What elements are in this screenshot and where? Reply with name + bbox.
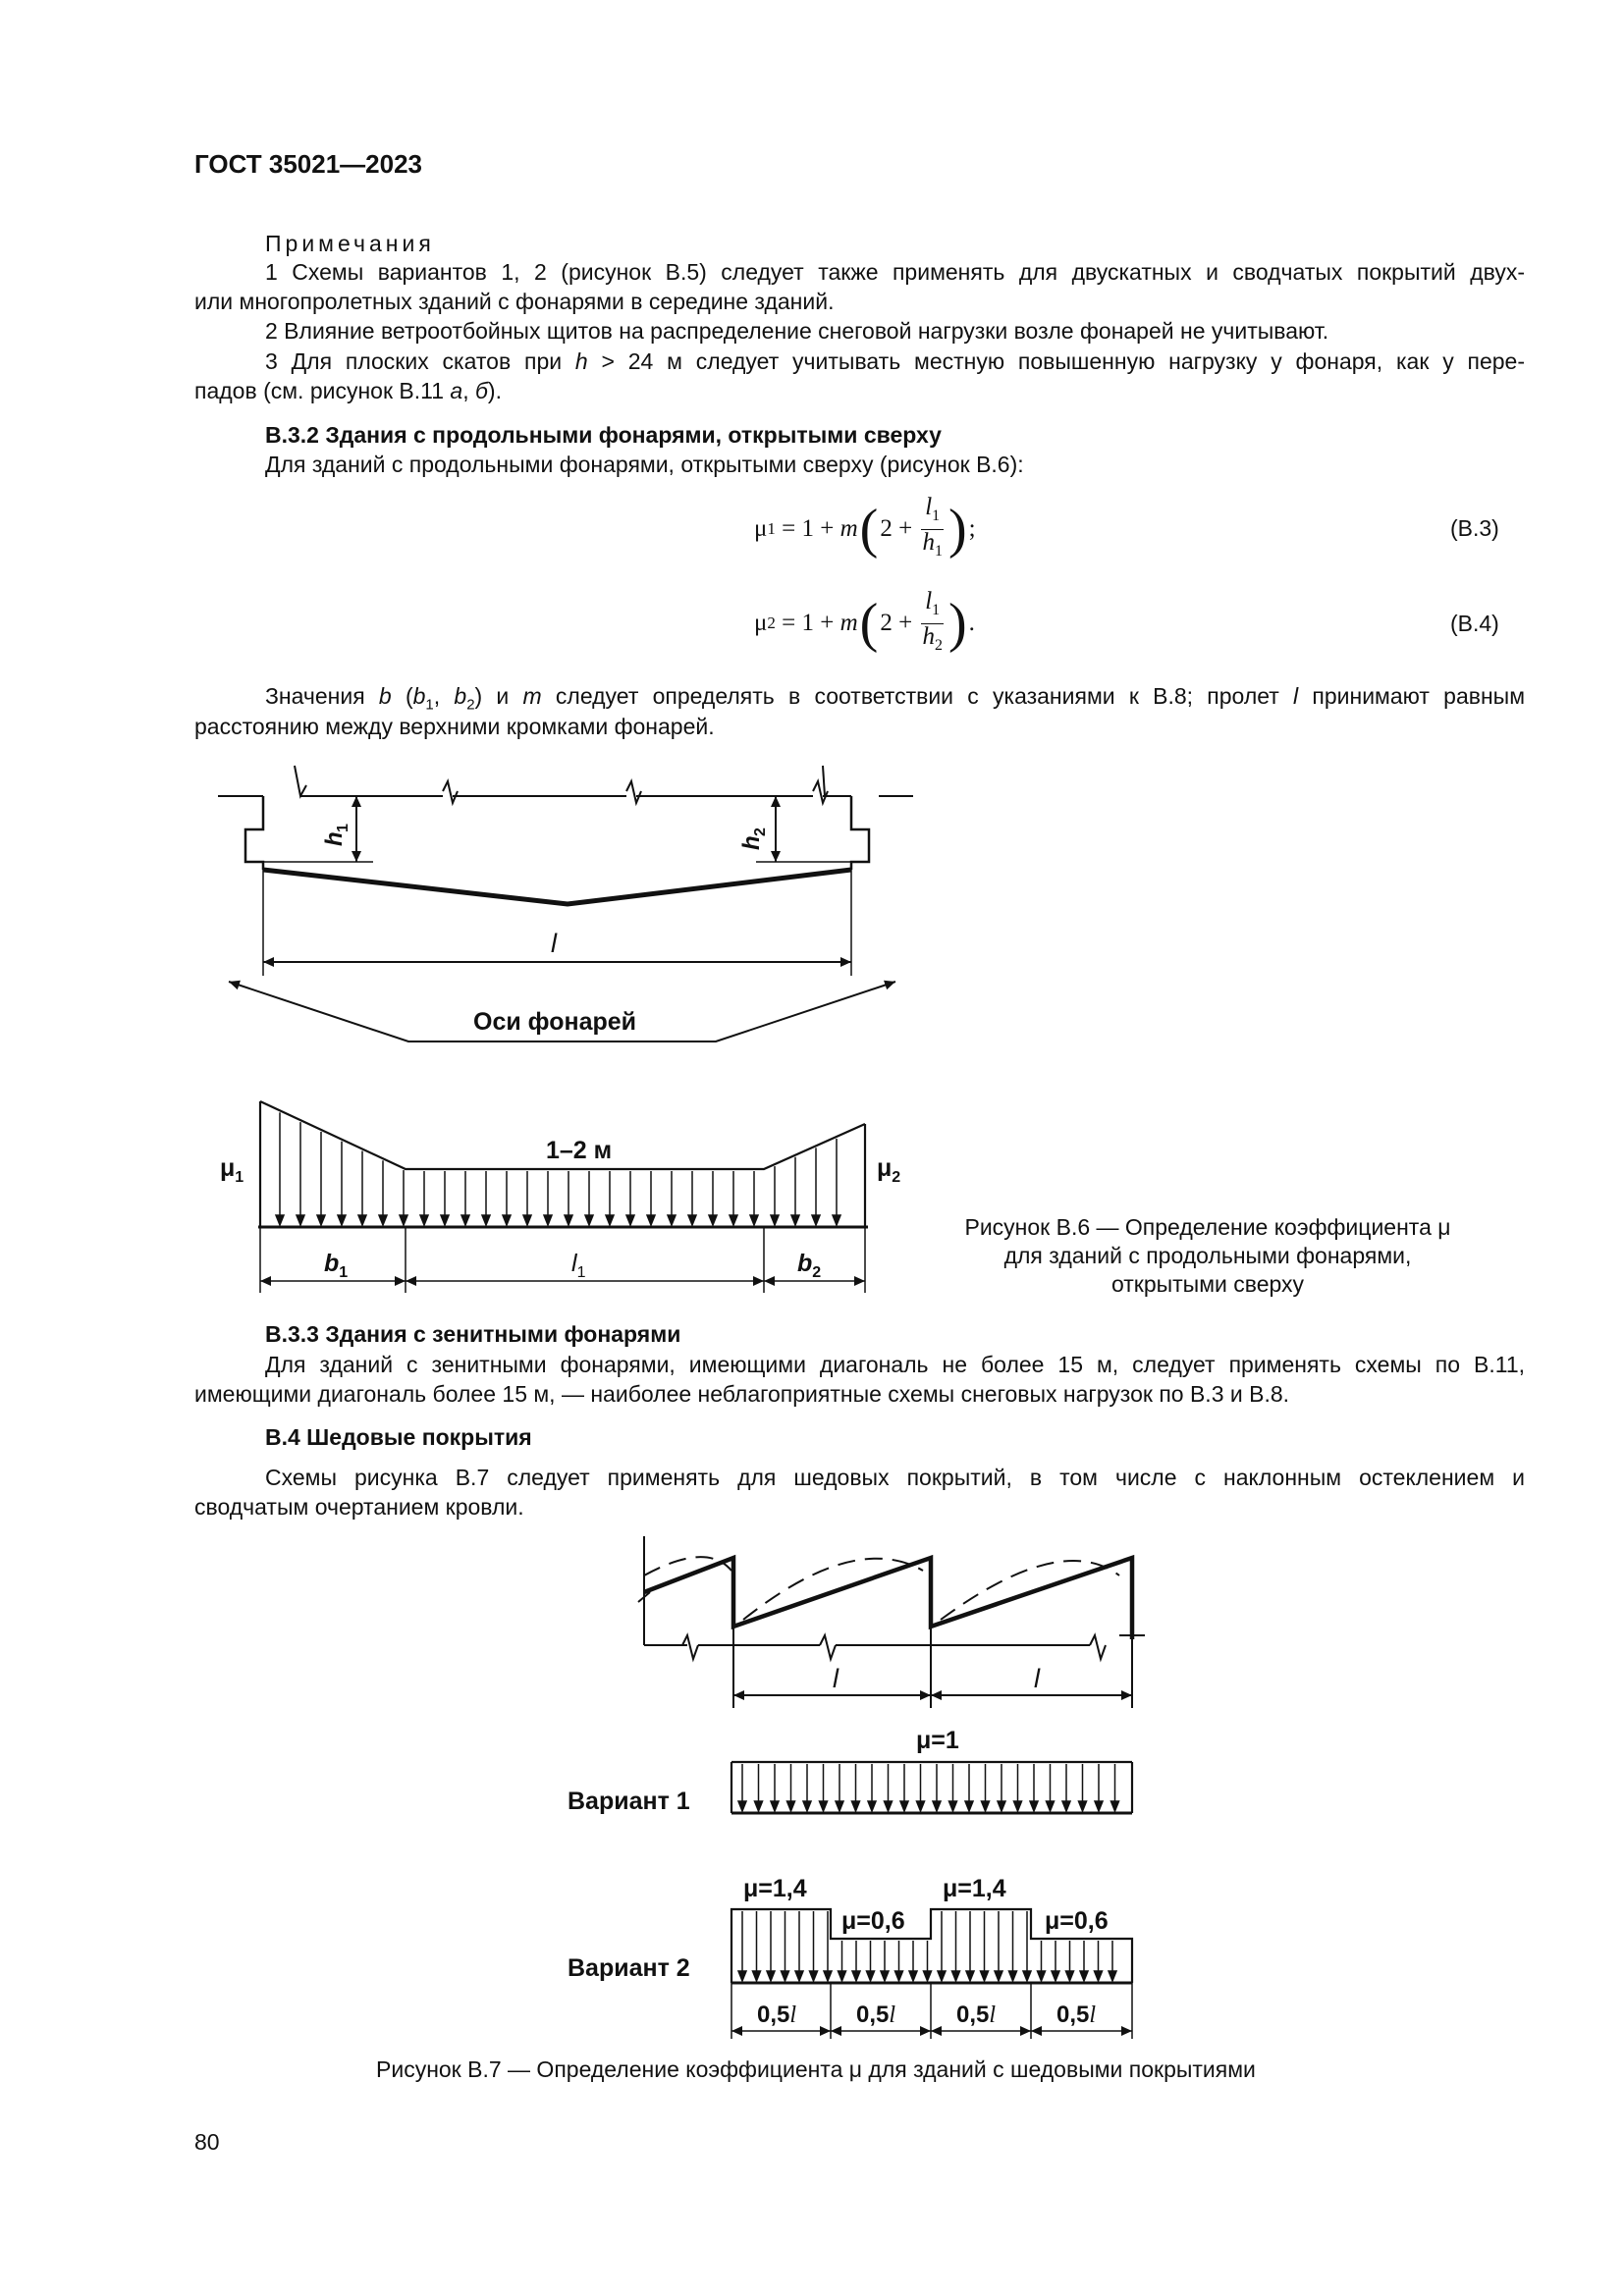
formula-end: . (968, 610, 975, 636)
b2-letter: b (797, 1250, 813, 1277)
formula-b4-number: (В.4) (1450, 611, 1499, 636)
load-arrow-head (839, 1971, 846, 1981)
h2-letter: h (738, 835, 765, 850)
segment-2-label (856, 2002, 895, 2028)
p-text: ( (391, 683, 413, 709)
note-1-line-2: или многопролетных зданий с фонарями в середине зданий. (194, 289, 835, 314)
load-arrow-head (998, 1801, 1005, 1811)
load-arrow-head (836, 1801, 843, 1811)
section-b4-line-2: сводчатым очертанием кровли. (194, 1494, 524, 1520)
document-header: ГОСТ 35021—2023 (194, 149, 422, 179)
h1-sub: 1 (335, 824, 352, 832)
frac-den-sub: 2 (934, 636, 943, 654)
mu2-sub: 2 (892, 1169, 901, 1186)
load-arrow-head (1030, 1801, 1038, 1811)
p-text: следует определять в соответствии с указаниями к В.8; пролет (541, 683, 1294, 709)
range-label: 1–2 м (546, 1137, 613, 1164)
load-arrow-head (820, 1801, 828, 1811)
formula-two: 2 + (880, 515, 919, 542)
load-arrow-head (966, 1971, 974, 1981)
load-arrow-head (1014, 1801, 1022, 1811)
load-arrow-head (982, 1801, 990, 1811)
load-arrow-head (909, 1971, 917, 1981)
note-3-b: б (474, 378, 488, 403)
load-arrow-head (1047, 1801, 1055, 1811)
h1-letter: h (321, 831, 348, 846)
load-arrow-head (885, 1801, 893, 1811)
load-arrow-head (1052, 1971, 1059, 1981)
formula-sub: 1 (767, 519, 776, 538)
load-arrow-head (810, 1971, 818, 1981)
formula-sub: 2 (767, 614, 776, 632)
load-arrow-head (965, 1801, 973, 1811)
frac-den: h (922, 528, 935, 556)
segment-3-label (956, 2002, 996, 2028)
note-3-sep: , (462, 378, 475, 403)
seg-val: 0,5 (757, 2002, 790, 2028)
note-2: 2 Влияние ветроотбойных щитов на распределение снеговой нагрузки возле фонарей не учитывают. (265, 318, 1329, 344)
b1-sub: 1 (339, 1264, 349, 1281)
load-arrow-head (981, 1971, 989, 1981)
load-arrow-head (868, 1801, 876, 1811)
section-b33-title: В.3.3 Здания с зенитными фонарями (265, 1321, 681, 1347)
load-arrow-head (1109, 1971, 1116, 1981)
formula-m: m (839, 515, 858, 542)
load-arrow-head (1079, 1801, 1087, 1811)
variant-1-mu: μ=1 (916, 1727, 959, 1754)
load-arrow-head (995, 1971, 1002, 1981)
mu-segment-4: μ=0,6 (1045, 1907, 1109, 1935)
load-arrow-head (852, 1801, 860, 1811)
formula-b3-number: (В.3) (1450, 515, 1499, 541)
seg-val: 0,5 (856, 2002, 890, 2028)
load-arrow-head (767, 1971, 775, 1981)
paren-open: ( (859, 499, 879, 560)
load-arrow-head (1080, 1971, 1088, 1981)
p-text: принимают равным (1298, 683, 1526, 709)
p-comma: , (433, 683, 455, 709)
variant-1-arrows (738, 1764, 1119, 1811)
caption-line: открытыми сверху (1110, 1271, 1305, 1297)
mu1-sub: 1 (235, 1169, 244, 1186)
p-b2: b (454, 683, 467, 709)
l1-sub: 1 (576, 1264, 586, 1281)
load-arrow-head (1066, 1971, 1074, 1981)
paren-close: ) (947, 499, 967, 560)
load-arrow-head (1038, 1971, 1046, 1981)
p-l: l (1293, 683, 1299, 709)
load-arrow-head (949, 1801, 957, 1811)
load-arrow-head (795, 1971, 803, 1981)
b1-letter: b (324, 1250, 340, 1277)
notes-title: Примечания (265, 231, 435, 256)
load-arrow-head (782, 1971, 789, 1981)
load-arrow-head (924, 1971, 932, 1981)
section-b33-line-2: имеющими диагональ более 15 м, — наиболее неблагоприятные схемы снеговых нагрузок по В.3 и В.8. (194, 1381, 1290, 1407)
seg-l: l (889, 2002, 896, 2028)
formula-mu: μ (754, 610, 768, 636)
p-b1-sub: 1 (425, 696, 434, 714)
load-arrow-head (738, 1971, 746, 1981)
frac-den: h (922, 622, 935, 650)
seg-val: 0,5 (956, 2002, 990, 2028)
section-b32-title: В.3.2 Здания с продольными фонарями, открытыми сверху (265, 422, 942, 448)
load-arrow-head (917, 1801, 925, 1811)
load-arrow-head (852, 1971, 860, 1981)
p-b2-sub: 2 (466, 696, 475, 714)
load-arrow-head (933, 1801, 941, 1811)
section-b4-line-1: Схемы рисунка В.7 следует применять для шедовых покрытий, в том числе с наклонным остеклением и (265, 1465, 1525, 1490)
paren-close: ) (947, 593, 967, 654)
load-arrow-head (753, 1971, 761, 1981)
load-arrow-head (787, 1801, 795, 1811)
caption-line: для зданий с продольными фонарями, (1003, 1243, 1412, 1268)
seg-l: l (989, 2002, 997, 2028)
load-arrow-head (755, 1801, 763, 1811)
load-arrow-head (938, 1971, 946, 1981)
figure-b7-caption: Рисунок В.7 — Определение коэффициента μ для зданий с шедовыми покрытиями (376, 2056, 1256, 2082)
p-b1: b (412, 683, 426, 709)
load-arrow-head (952, 1971, 960, 1981)
seg-l: l (1089, 2002, 1097, 2028)
formula-mu: μ (754, 515, 768, 542)
segment-1-label (757, 2002, 796, 2028)
formula-end: ; (968, 515, 976, 542)
frac-num: l (925, 587, 933, 614)
formula-eq: = 1 + (775, 515, 840, 542)
paren-open: ( (859, 593, 879, 654)
note-3-ref: падов (см. рисунок В.11 (194, 378, 451, 403)
load-arrow-head (1009, 1971, 1017, 1981)
load-arrow-head (867, 1971, 875, 1981)
fig6-l-label: l (551, 929, 557, 958)
note-3-text-b: > 24 м следует учитывать местную повышенную нагрузку у фонаря, как у пере- (587, 348, 1526, 374)
section-b33-line-1: Для зданий с зенитными фонарями, имеющими диагональ не более 15 м, следует применять схемы по В.11, (265, 1352, 1525, 1377)
sawtooth-roof (644, 1558, 1132, 1639)
note-3-end: ). (487, 378, 502, 403)
note-3-h: h (574, 348, 588, 374)
load-arrow-head (895, 1971, 903, 1981)
caption-line: Рисунок В.6 — Определение коэффициента μ (964, 1214, 1451, 1240)
mu2-letter: μ (877, 1154, 893, 1182)
p-b: b (378, 683, 392, 709)
formula-m: m (839, 610, 858, 636)
variant-2-label: Вариант 2 (568, 1954, 690, 1982)
frac-den-sub: 1 (934, 542, 943, 560)
span-1-label: l (833, 1664, 839, 1693)
span-2-label: l (1034, 1664, 1040, 1693)
l1-letter: l (571, 1250, 577, 1277)
load-arrow-head (900, 1801, 908, 1811)
h2-sub: 2 (752, 828, 769, 836)
note-3-a: а (450, 378, 463, 403)
fig6-axes-label: Оси фонарей (473, 1008, 637, 1036)
note-1-line-1: 1 Схемы вариантов 1, 2 (рисунок В.5) следует также применять для двускатных и сводчатых покрытий двух- (265, 259, 1525, 285)
load-arrow-head (1062, 1801, 1070, 1811)
load-arrow-head (803, 1801, 811, 1811)
section-b32-intro: Для зданий с продольными фонарями, открытыми сверху (рисунок В.6): (265, 452, 1024, 477)
mu-segment-1: μ=1,4 (743, 1875, 807, 1902)
frac-num-sub: 1 (932, 507, 941, 524)
note-3-text: 3 Для плоских скатов при (265, 348, 575, 374)
mu-segment-2: μ=0,6 (841, 1907, 905, 1935)
load-arrow-head (881, 1971, 889, 1981)
load-arrow-head (1023, 1971, 1031, 1981)
load-arrow-head (1095, 1971, 1103, 1981)
formula-two: 2 + (880, 610, 919, 636)
mu1-letter: μ (220, 1154, 236, 1182)
load-arrow-head (824, 1971, 832, 1981)
variant-1-label: Вариант 1 (568, 1788, 690, 1815)
formula-eq: = 1 + (775, 610, 840, 636)
p-text: Значения (265, 683, 379, 709)
segment-4-label (1056, 2002, 1096, 2028)
load-arrow-head (771, 1801, 779, 1811)
load-arrow-head (738, 1801, 746, 1811)
page-number: 80 (194, 2129, 220, 2155)
load-arrow-head (1095, 1801, 1103, 1811)
seg-l: l (789, 2002, 797, 2028)
p-m: m (522, 683, 542, 709)
paragraph-values-line-2: расстоянию между верхними кромками фонарей. (194, 714, 715, 739)
b2-sub: 2 (812, 1264, 822, 1281)
frac-num-sub: 1 (932, 601, 941, 618)
p-text: ) и (474, 683, 523, 709)
seg-val: 0,5 (1056, 2002, 1090, 2028)
section-b4-title: В.4 Шедовые покрытия (265, 1424, 532, 1450)
frac-num: l (925, 493, 933, 520)
load-arrow-head (1111, 1801, 1119, 1811)
mu-segment-3: μ=1,4 (943, 1875, 1006, 1902)
